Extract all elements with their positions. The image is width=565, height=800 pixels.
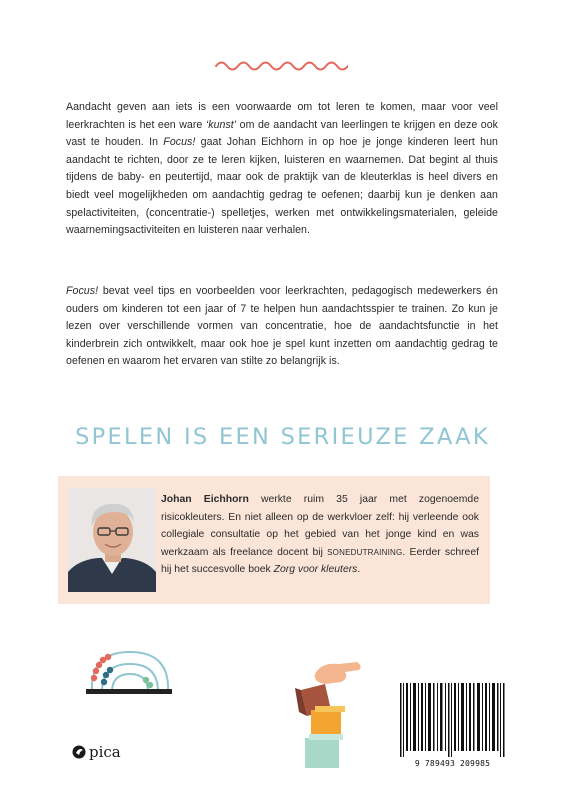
author-photo xyxy=(68,488,156,592)
summary-paragraph: Focus! bevat veel tips en voorbeelden voor leerkrachten, pedagogisch medewerkers én ouders om kinderen tot een jaar of 7 te helpen hun aandachtsspier te trainen. Zo kun je lezen over verschillende vormen van concentratie, hoe de aandachtsfunctie in het kinderbrein zich ontwikkelt, maar ook hoe je spel kunt inzetten om aandachtig gedrag te oefenen en waarom het ervaren van stilte zo belangrijk is. xyxy=(66,285,498,368)
publisher-name: pica xyxy=(89,743,121,761)
isbn-number: 9 789493 209985 xyxy=(414,759,491,768)
wave-ornament xyxy=(214,58,348,74)
toy-blocks-illustration xyxy=(295,660,377,784)
intro-paragraph: Aandacht geven aan iets is een voorwaarde om tot leren te komen, maar voor veel leerkrachten is het een ware ‘kunst’ om de aandacht van leerlingen te krijgen en deze ook vast te houden. In Focus! gaat Johan Eichhorn in op hoe je jonge kinderen leert hun aandacht te richten, door ze te leren kijken, luisteren en waarnemen. Dat begint al thuis tijdens de baby- en peutertijd, maar ook de praktijk van de kleuterklas is heel divers en biedt veel mogelijkheden om aandachtig gedrag te oefenen; daarbij kun je denken aan spelactiviteiten, (concentratie-) spelletjes, werken met ontwikkelingsmaterialen, geleide waarnemingsactiviteiten en luisteren naar verhalen. xyxy=(66,101,498,237)
barcode xyxy=(398,683,507,757)
abacus-illustration xyxy=(84,648,174,694)
publisher-logo xyxy=(72,742,121,762)
author-bio-box xyxy=(58,476,490,604)
author-bio-text: Johan Eichhorn werkte ruim 35 jaar met zogenoemde risicokleuters. En niet alleen op de werkvloer zelf: hij verleende ook collegiale consultatie op het gebied van het jonge kind en was werkzaam als freelance docent bij SONEDUTRAINING. Eerder schreef hij het succesvolle boek Zorg voor kleuters. xyxy=(161,494,480,575)
slogan: SPELEN IS EEN SERIEUZE ZAAK xyxy=(75,424,490,450)
pica-logo-icon xyxy=(72,744,86,760)
